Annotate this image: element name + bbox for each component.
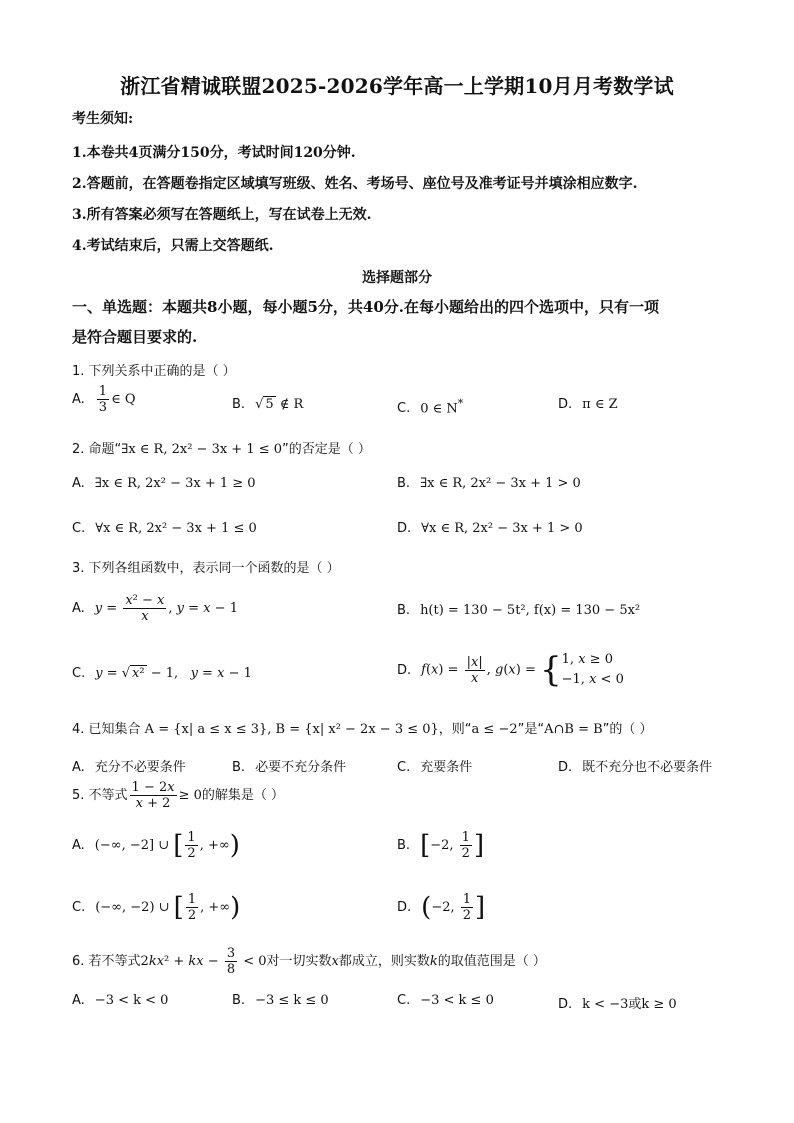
- q6-option-d: D. k < −3或k ≥ 0: [558, 997, 677, 1012]
- notice-item-3: 3.所有答案必须写在答题纸上，写在试卷上无效.: [72, 207, 372, 223]
- exam-title: 浙江省精诚联盟2025-2026学年高一上学期10月月考数学试: [120, 74, 674, 98]
- option-label: D.: [397, 521, 412, 536]
- option-label: B.: [397, 603, 411, 618]
- q2-option-c: C. ∀x ∈ R, 2x² − 3x + 1 ≤ 0: [72, 521, 257, 536]
- option-label: D.: [558, 397, 573, 412]
- q2-option-d: D. ∀x ∈ R, 2x² − 3x + 1 > 0: [397, 521, 583, 536]
- option-label: B.: [232, 760, 246, 775]
- q4-option-c: C. 充要条件: [397, 760, 473, 775]
- q1-option-b: B. √ 5 ∉ R: [232, 397, 304, 412]
- option-label: C.: [397, 760, 411, 775]
- notice-item-2: 2.答题前，在答题卷指定区域填写班级、姓名、考场号、座位号及准考证号并填涂相应数字.: [72, 176, 638, 192]
- section-title: 选择题部分: [362, 270, 432, 286]
- option-label: B.: [397, 476, 411, 491]
- option-label: D.: [558, 760, 573, 775]
- q5-option-d: D. (−2, $\frac{1}{2}$ ]: [397, 892, 486, 923]
- notice-label: 考生须知:: [72, 111, 134, 127]
- option-label: A.: [72, 476, 85, 491]
- q6-option-b: B. −3 ≤ k ≤ 0: [232, 993, 329, 1008]
- option-label: C.: [72, 900, 86, 915]
- q3-stem: 3. 下列各组函数中，表示同一个函数的是（ ）: [72, 561, 340, 576]
- option-label: C.: [72, 666, 86, 681]
- q4-stem: 4. 已知集合 A = {x| a ≤ x ≤ 3}, B = {x| x² − 2x − 3 ≤ 0}，则“a ≤ −2”是“A∩B = B”的（ ）: [72, 722, 653, 737]
- q5-option-c: C. (−∞, −2) ∪ [ $\frac{1}{2}$ , +∞): [72, 892, 241, 923]
- option-label: B.: [232, 397, 246, 412]
- q4-option-b: B. 必要不充分条件: [232, 760, 347, 775]
- q4-option-d: D. 既不充分也不必要条件: [558, 760, 713, 775]
- q2-option-a: A. ∃x ∈ R, 2x² − 3x + 1 ≥ 0: [72, 476, 256, 491]
- q5-option-a: A. (−∞, −2] ∪ [ $\frac{1}{2}$ , +∞): [72, 830, 240, 861]
- option-label: D.: [558, 997, 573, 1012]
- q3-option-a: A. y = $\frac{\text{x² − x}}{x}$ , y = x − 1: [72, 593, 238, 624]
- notice-item-4: 4.考试结束后，只需上交答题纸.: [72, 238, 274, 254]
- q3-option-d: D. f(x) = $\frac{|x|}{x}$ , g(x) = {1, x ≥ 0 −1, x < 0: [397, 650, 624, 690]
- option-label: C.: [397, 401, 411, 417]
- q6-option-c: C. −3 < k ≤ 0: [397, 993, 494, 1008]
- option-label: A.: [72, 760, 85, 775]
- q1-stem: 1. 下列关系中正确的是（ ）: [72, 364, 236, 379]
- option-label: C.: [397, 993, 411, 1008]
- option-label: A.: [72, 392, 85, 407]
- q6-option-a: A. −3 < k < 0: [72, 993, 169, 1008]
- option-label: B.: [232, 993, 246, 1008]
- part1-heading-line2: 是符合题目要求的.: [72, 328, 198, 346]
- notice-item-1: 1.本卷共4页满分150分，考试时间120分钟.: [72, 145, 356, 161]
- option-label: C.: [72, 521, 86, 536]
- part1-heading-line1: 一、单选题：本题共8小题，每小题5分，共40分.在每小题给出的四个选项中，只有一项: [72, 298, 659, 316]
- q4-option-a: A. 充分不必要条件: [72, 760, 186, 775]
- q1-option-a: A. $\frac{1}{3}$ ∈ Q: [72, 384, 136, 415]
- option-label: A.: [72, 993, 85, 1008]
- q1-option-c: C. 0 ∈ N*: [397, 397, 464, 417]
- q3-option-b: B. h(t) = 130 − 5t², f(x) = 130 − 5x²: [397, 603, 641, 618]
- option-label: D.: [397, 662, 412, 678]
- q2-option-b: B. ∃x ∈ R, 2x² − 3x + 1 > 0: [397, 476, 581, 491]
- q5-stem: 5. 不等式 $\frac{1 - 2x}{x + 2}$ ≥ 0的解集是（ ）: [72, 780, 285, 811]
- option-label: B.: [397, 838, 411, 853]
- option-label: A.: [72, 601, 85, 616]
- q6-stem: 6. 若不等式2kx² + kx − $\frac{3}{8}$ < 0对一切实数x都成立，则实数k的取值范围是（ ）: [72, 946, 546, 977]
- q2-stem: 2. 命题“∃x ∈ R, 2x² − 3x + 1 ≤ 0”的否定是（ ）: [72, 442, 371, 457]
- option-label: D.: [397, 900, 412, 915]
- q1-option-d: D. π ∈ Z: [558, 397, 618, 412]
- option-label: A.: [72, 838, 85, 853]
- q5-option-b: B. [−2, $\frac{1}{2}$ ]: [397, 830, 485, 861]
- q3-option-c: C. y = √ x² − 1, y = x − 1: [72, 666, 252, 681]
